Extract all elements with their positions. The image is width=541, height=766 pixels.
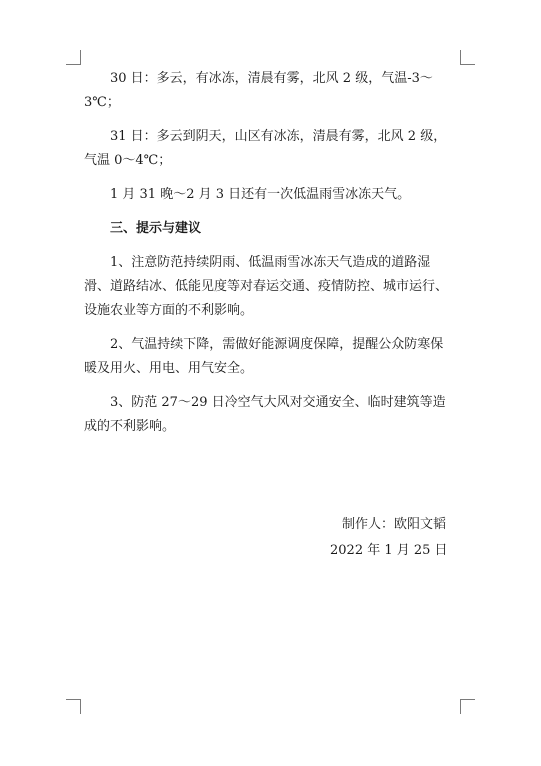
forecast-day-30: 30 日：多云，有冰冻，清晨有雾，北风 2 级，气温-3～3℃；	[84, 71, 433, 110]
forecast-day-31: 31 日：多云到阴天，山区有冰冻，清晨有雾，北风 2 级，气温 0～4℃；	[84, 129, 447, 168]
signature-block	[330, 512, 470, 564]
crop-mark-bottom-right	[460, 699, 475, 714]
crop-mark-top-right	[460, 50, 475, 65]
suggestion-3: 3、防范 27～29 日冷空气大风对交通安全、临时建筑等造成的不利影响。	[84, 395, 446, 434]
document-body	[84, 67, 456, 449]
crop-mark-bottom-left	[66, 699, 81, 714]
author-line: 制作人：欧阳文韬	[342, 517, 447, 532]
date-line: 2022 年 1 月 25 日	[330, 543, 448, 558]
crop-mark-top-left	[66, 50, 81, 65]
forecast-outlook: 1 月 31 晚～2 月 3 日还有一次低温雨雪冰冻天气。	[110, 187, 411, 202]
section-heading: 三、提示与建议	[110, 221, 202, 236]
suggestion-1: 1、注意防范持续阴雨、低温雨雪冰冻天气造成的道路湿滑、道路结冰、低能见度等对春运交通、疫情防控、城市运行、设施农业等方面的不利影响。	[84, 255, 449, 318]
suggestion-2: 2、气温持续下降，需做好能源调度保障，提醒公众防寒保暖及用火、用电、用气安全。	[84, 337, 444, 376]
